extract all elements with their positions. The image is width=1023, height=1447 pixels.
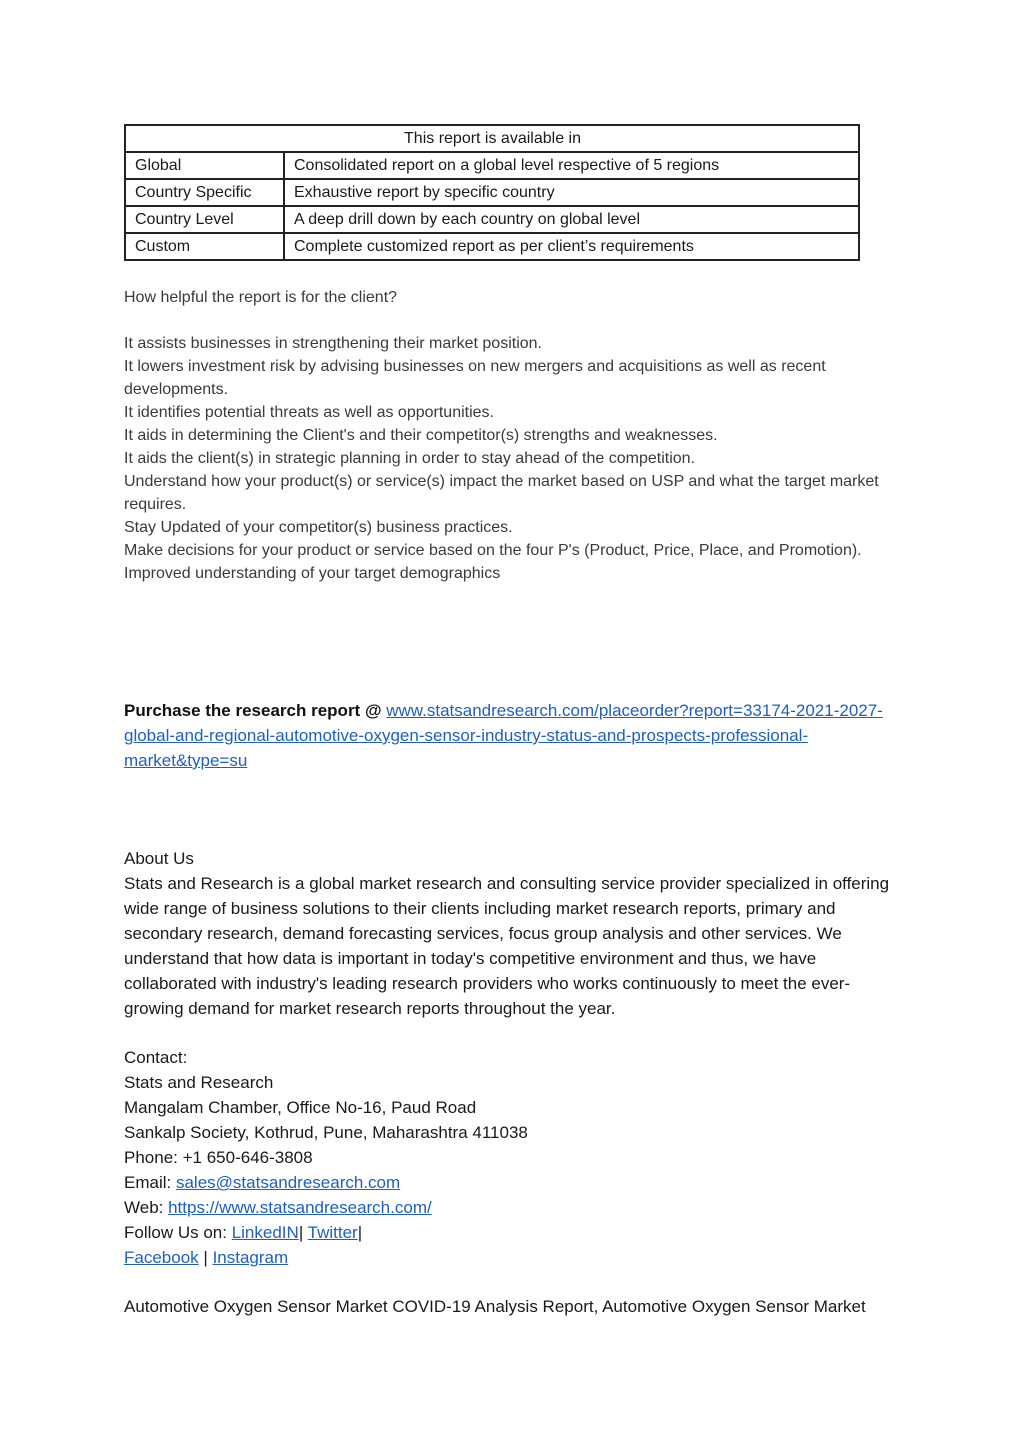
contact-company: Stats and Research <box>124 1073 274 1092</box>
contact-web-line <box>124 1195 900 1220</box>
purchase-section <box>124 698 900 773</box>
social-line <box>124 1245 900 1270</box>
twitter-link[interactable]: Twitter <box>307 1223 358 1242</box>
report-type-cell: Custom <box>125 233 284 260</box>
linkedin-link[interactable]: LinkedIN <box>231 1223 299 1242</box>
separator: | <box>357 1223 363 1242</box>
separator: | <box>203 1248 208 1267</box>
report-desc-cell: A deep drill down by each country on global level <box>284 206 859 233</box>
table-row <box>125 152 859 179</box>
benefits-list <box>124 332 900 585</box>
benefit-item: Stay Updated of your competitor(s) business practices. <box>124 519 513 536</box>
about-text: Stats and Research is a global market research and consulting service provider specialized in offering wide range of business solutions to their clients including market research reports, primary and secondary research, demand forecasting services, focus group analysis and other services. We understand that how data is important in today's competitive environment and thus, we have collaborated with industry's leading research providers who works continuously to meet the ever-growing demand for market research reports throughout the year. <box>124 874 890 1018</box>
table-row <box>125 206 859 233</box>
web-label: Web: <box>124 1198 169 1217</box>
table-header: This report is available in <box>125 125 859 152</box>
report-desc-cell: Complete customized report as per client’s requirements <box>284 233 859 260</box>
report-type-cell: Global <box>125 152 284 179</box>
report-type-cell: Country Level <box>125 206 284 233</box>
footer-text: Automotive Oxygen Sensor Market COVID-19 Analysis Report, Automotive Oxygen Sensor Market <box>124 1297 866 1316</box>
about-section <box>124 846 900 1021</box>
contact-address-line-2: Sankalp Society, Kothrud, Pune, Maharashtra 411038 <box>124 1123 528 1142</box>
purchase-label: Purchase the research report @ <box>124 701 382 720</box>
separator: | <box>298 1223 304 1242</box>
contact-address-line-1: Mangalam Chamber, Office No-16, Paud Road <box>124 1098 477 1117</box>
helpful-question: How helpful the report is for the client? <box>124 289 398 306</box>
contact-email-line <box>124 1170 900 1195</box>
follow-line <box>124 1220 900 1245</box>
website-link[interactable]: https://www.statsandresearch.com/ <box>168 1198 432 1217</box>
report-desc-cell: Consolidated report on a global level respective of 5 regions <box>284 152 859 179</box>
benefit-item: It aids in determining the Client's and their competitor(s) strengths and weaknesses. <box>124 427 718 444</box>
benefit-item: Understand how your product(s) or service(s) impact the market based on USP and what the target market requires. <box>124 473 879 513</box>
table-row <box>125 233 859 260</box>
contact-section <box>124 1045 900 1270</box>
availability-table <box>124 124 860 261</box>
benefit-item: It assists businesses in strengthening their market position. <box>124 335 542 352</box>
benefit-item: Improved understanding of your target demographics <box>124 565 501 582</box>
about-title: About Us <box>124 849 194 868</box>
document-page <box>124 124 900 1316</box>
table-row <box>125 179 859 206</box>
purchase-link[interactable]: www.statsandresearch.com/placeorder?report=33174-2021-2027-global-and-regional-automotive-oxygen-sensor-industry-status-and-prospects-professional-market&type=su <box>124 701 883 770</box>
benefit-item: It aids the client(s) in strategic planning in order to stay ahead of the competition. <box>124 450 695 467</box>
table-header-row <box>125 125 859 152</box>
benefit-item: It lowers investment risk by advising businesses on new mergers and acquisitions as well as recent developments. <box>124 358 826 398</box>
instagram-link[interactable]: Instagram <box>212 1248 289 1267</box>
contact-title: Contact: <box>124 1048 188 1067</box>
email-label: Email: <box>124 1173 176 1192</box>
benefit-item: It identifies potential threats as well as opportunities. <box>124 404 494 421</box>
benefit-item: Make decisions for your product or service based on the four P's (Product, Price, Place, and Promotion). <box>124 542 862 559</box>
report-desc-cell: Exhaustive report by specific country <box>284 179 859 206</box>
contact-phone: Phone: +1 650-646-3808 <box>124 1148 313 1167</box>
follow-label: Follow Us on: <box>124 1223 232 1242</box>
report-type-cell: Country Specific <box>125 179 284 206</box>
email-link[interactable]: sales@statsandresearch.com <box>175 1173 401 1192</box>
facebook-link[interactable]: Facebook <box>124 1248 199 1267</box>
